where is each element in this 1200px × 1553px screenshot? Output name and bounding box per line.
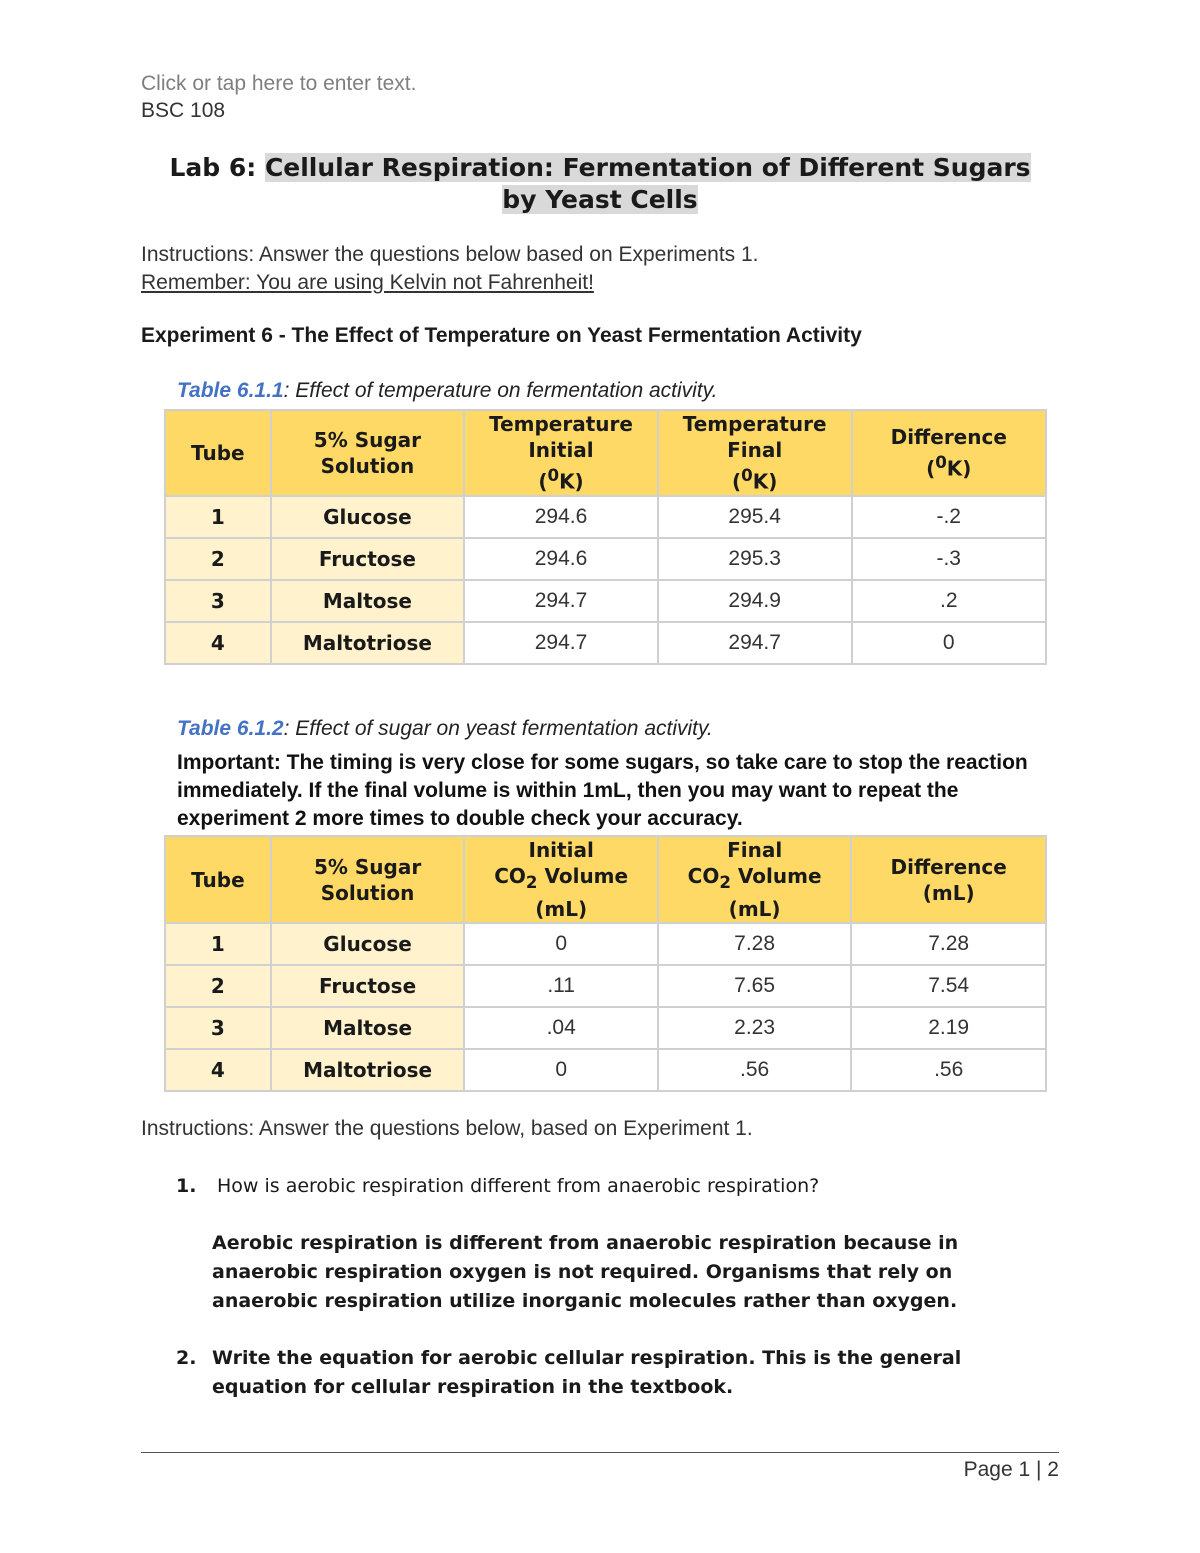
header-initial-l3-sup: 0 (547, 466, 560, 485)
co2-volume-table (164, 835, 1047, 1092)
table-row (165, 538, 1046, 580)
question-1-text: How is aerobic respiration different from anaerobic respiration? (217, 1175, 820, 1197)
header-final-l2-sub: 2 (719, 873, 731, 892)
table1-caption-text: : Effect of temperature on fermentation activity. (283, 379, 718, 402)
cell-tube: 4 (165, 622, 271, 664)
header-initial (464, 836, 657, 923)
cell-final: 295.4 (658, 496, 852, 538)
cell-final: 294.7 (658, 622, 852, 664)
cell-sugar: Fructose (271, 538, 465, 580)
temperature-table (164, 409, 1047, 665)
cell-initial: .11 (464, 965, 657, 1007)
cell-sugar: Glucose (271, 923, 465, 965)
header-final-l1: Final (727, 838, 783, 862)
title-prefix: Lab 6: (169, 153, 265, 182)
header-sugar-l2: Solution (320, 880, 415, 905)
cell-sugar: Fructose (271, 965, 465, 1007)
question-2-text: Write the equation for aerobic cellular respiration. This is the general equation for cellular respiration in the textbook. (212, 1347, 962, 1398)
header-final-l2: Final (727, 438, 783, 462)
table-row (165, 496, 1046, 538)
cell-tube: 4 (165, 1049, 271, 1091)
placeholder-text[interactable]: Click or tap here to enter text. (141, 72, 417, 95)
header-difference (852, 410, 1047, 496)
table2-label: Table 6.1.2 (177, 717, 284, 740)
cell-final: 7.65 (658, 965, 851, 1007)
cell-final: 7.28 (658, 923, 851, 965)
cell-tube: 3 (165, 1007, 271, 1049)
header-final-l2b: Volume (730, 864, 822, 888)
page-title (100, 152, 1100, 216)
cell-difference: 2.19 (851, 1007, 1046, 1049)
cell-difference: -.3 (852, 538, 1047, 580)
cell-sugar: Maltose (271, 580, 465, 622)
question-1-number: 1. (176, 1175, 197, 1197)
header-initial-l3-close: K) (559, 469, 584, 494)
instructions-line: Instructions: Answer the questions below based on Experiments 1. (141, 243, 759, 266)
table1-caption (177, 379, 717, 403)
cell-initial: 0 (464, 923, 657, 965)
cell-difference: .56 (851, 1049, 1046, 1091)
cell-initial: 294.7 (464, 580, 658, 622)
table-header-row (165, 410, 1046, 496)
cell-final: 295.3 (658, 538, 852, 580)
question-2-number: 2. (176, 1347, 197, 1369)
cell-initial: .04 (464, 1007, 657, 1049)
header-final-l3-close: K) (752, 469, 778, 494)
cell-initial: 294.6 (464, 538, 658, 580)
cell-initial: 0 (464, 1049, 657, 1091)
page-number: Page 1 | 2 (963, 1458, 1059, 1481)
table-row (165, 923, 1046, 965)
instructions-line-2: Instructions: Answer the questions below, based on Experiment 1. (141, 1117, 753, 1140)
cell-difference: 7.54 (851, 965, 1046, 1007)
table2-caption (177, 717, 713, 741)
header-diff-l1: Difference (890, 854, 1007, 879)
header-diff-l2: (mL) (922, 880, 975, 905)
header-tube: Tube (165, 836, 271, 923)
header-final (658, 836, 851, 923)
header-tube: Tube (165, 410, 271, 496)
header-diff-l1: Difference (890, 425, 1007, 449)
header-initial (464, 410, 658, 496)
cell-initial: 294.7 (464, 622, 658, 664)
header-initial-l2b: Volume (537, 864, 629, 888)
cell-final: 294.9 (658, 580, 852, 622)
table-row (165, 622, 1046, 664)
cell-tube: 1 (165, 923, 271, 965)
table1-label: Table 6.1.1 (177, 379, 284, 402)
header-initial-l2: Initial (528, 438, 594, 462)
header-diff-l2-sup: 0 (935, 453, 947, 472)
cell-final: 2.23 (658, 1007, 851, 1049)
header-final-l2a: CO (687, 864, 720, 888)
remember-note: Remember: You are using Kelvin not Fahrenheit! (141, 271, 594, 294)
cell-initial: 294.6 (464, 496, 658, 538)
cell-final: .56 (658, 1049, 851, 1091)
cell-difference: -.2 (852, 496, 1047, 538)
header-sugar-l1: 5% Sugar (313, 854, 422, 879)
header-final-l1: Temperature (682, 412, 827, 436)
table-row (165, 1007, 1046, 1049)
table2-caption-text: : Effect of sugar on yeast fermentation activity. (283, 717, 713, 740)
header-initial-l2-sub: 2 (525, 873, 538, 892)
experiment-heading: Experiment 6 - The Effect of Temperature on Yeast Fermentation Activity (141, 324, 862, 347)
header-sugar-l1: 5% Sugar (313, 427, 422, 452)
cell-tube: 1 (165, 496, 271, 538)
cell-sugar: Maltotriose (271, 622, 465, 664)
title-main-line2: by Yeast Cells (502, 185, 698, 214)
table-row (165, 1049, 1046, 1091)
header-final-l3-open: ( (731, 469, 742, 494)
header-final (658, 410, 852, 496)
cell-difference: .2 (852, 580, 1047, 622)
header-difference (851, 836, 1046, 923)
header-final-l3: (mL) (728, 897, 781, 921)
header-initial-l1: Temperature (489, 412, 633, 436)
footer-divider (141, 1452, 1059, 1453)
cell-tube: 2 (165, 965, 271, 1007)
header-sugar (271, 836, 465, 923)
cell-sugar: Maltotriose (271, 1049, 465, 1091)
important-note: Important: The timing is very close for some sugars, so take care to stop the reaction immediately. If the final volume is within 1mL, then you may want to repeat the experiment 2 more times to double check your accuracy. (177, 751, 1028, 830)
cell-difference: 0 (852, 622, 1047, 664)
cell-sugar: Maltose (271, 1007, 465, 1049)
course-code: BSC 108 (141, 99, 226, 122)
header-initial-l3: (mL) (535, 897, 588, 921)
header-initial-l3-open: ( (538, 469, 548, 494)
cell-tube: 3 (165, 580, 271, 622)
cell-difference: 7.28 (851, 923, 1046, 965)
header-sugar (271, 410, 465, 496)
header-diff-l2-open: ( (926, 456, 936, 481)
header-initial-l2a: CO (494, 864, 526, 888)
answer-1-text[interactable]: Aerobic respiration is different from anaerobic respiration because in anaerobic respiration oxygen is not required. Organisms that rely on anaerobic respiration utilize inorganic molecules rather than oxygen. (212, 1232, 959, 1312)
header-final-l3-sup: 0 (741, 466, 753, 485)
table-row (165, 580, 1046, 622)
header-sugar-l2: Solution (320, 453, 415, 478)
header-initial-l1: Initial (528, 838, 594, 862)
title-main-line1: Cellular Respiration: Fermentation of Different Sugars (264, 153, 1031, 182)
cell-tube: 2 (165, 538, 271, 580)
cell-sugar: Glucose (271, 496, 465, 538)
table-header-row (165, 836, 1046, 923)
table-row (165, 965, 1046, 1007)
header-diff-l2-close: K) (946, 456, 972, 481)
